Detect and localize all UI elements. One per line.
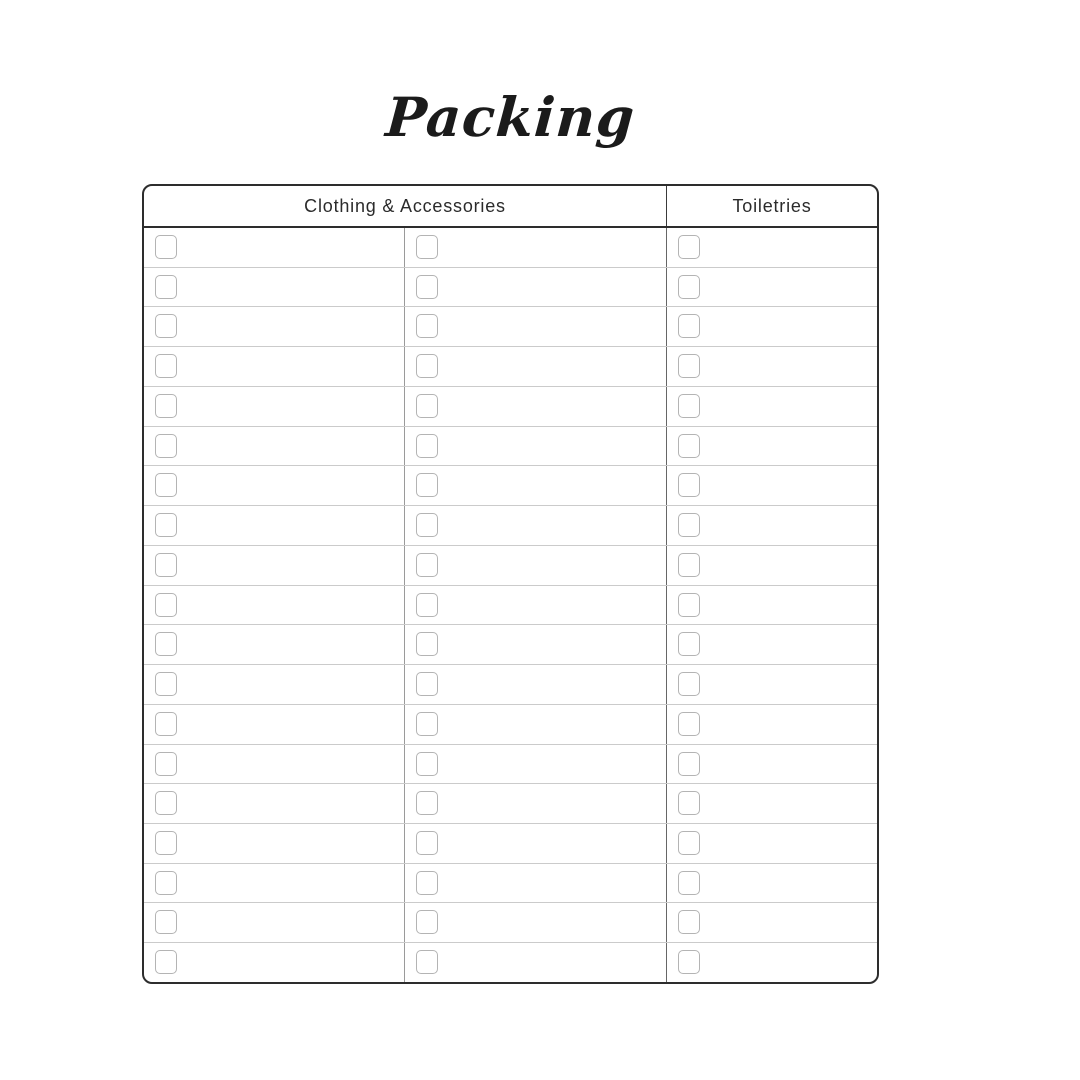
clothing-accessories-left-cell xyxy=(144,903,405,942)
page-title: Packing xyxy=(383,85,638,149)
clothing-accessories-left-checkbox[interactable] xyxy=(155,593,177,617)
toiletries-checkbox[interactable] xyxy=(678,513,700,537)
table-row xyxy=(144,784,877,824)
clothing-accessories-left-cell xyxy=(144,943,405,982)
toiletries-cell xyxy=(667,903,877,942)
clothing-accessories-right-cell xyxy=(405,268,667,307)
table-row xyxy=(144,864,877,904)
clothing-accessories-left-checkbox[interactable] xyxy=(155,434,177,458)
clothing-accessories-right-cell xyxy=(405,943,667,982)
table-body xyxy=(144,228,877,982)
clothing-accessories-left-checkbox[interactable] xyxy=(155,394,177,418)
clothing-accessories-left-cell xyxy=(144,784,405,823)
clothing-accessories-right-checkbox[interactable] xyxy=(416,831,438,855)
clothing-accessories-left-cell xyxy=(144,307,405,346)
clothing-accessories-left-checkbox[interactable] xyxy=(155,712,177,736)
clothing-accessories-left-checkbox[interactable] xyxy=(155,752,177,776)
toiletries-cell xyxy=(667,784,877,823)
clothing-accessories-left-checkbox[interactable] xyxy=(155,791,177,815)
toiletries-cell xyxy=(667,466,877,505)
table-row xyxy=(144,466,877,506)
table-row xyxy=(144,427,877,467)
toiletries-cell xyxy=(667,943,877,982)
clothing-accessories-right-cell xyxy=(405,586,667,625)
toiletries-cell xyxy=(667,705,877,744)
table-row xyxy=(144,943,877,982)
clothing-accessories-left-cell xyxy=(144,387,405,426)
clothing-accessories-left-cell xyxy=(144,745,405,784)
clothing-accessories-right-checkbox[interactable] xyxy=(416,314,438,338)
header-clothing-accessories: Clothing & Accessories xyxy=(144,186,667,226)
clothing-accessories-left-checkbox[interactable] xyxy=(155,831,177,855)
clothing-accessories-right-cell xyxy=(405,427,667,466)
clothing-accessories-right-checkbox[interactable] xyxy=(416,712,438,736)
toiletries-cell xyxy=(667,824,877,863)
toiletries-checkbox[interactable] xyxy=(678,752,700,776)
clothing-accessories-right-checkbox[interactable] xyxy=(416,553,438,577)
toiletries-cell xyxy=(667,268,877,307)
clothing-accessories-right-cell xyxy=(405,625,667,664)
clothing-accessories-right-cell xyxy=(405,665,667,704)
clothing-accessories-right-checkbox[interactable] xyxy=(416,871,438,895)
table-row xyxy=(144,268,877,308)
clothing-accessories-right-cell xyxy=(405,824,667,863)
table-row xyxy=(144,506,877,546)
table-header xyxy=(144,186,877,228)
clothing-accessories-right-cell xyxy=(405,347,667,386)
clothing-accessories-right-checkbox[interactable] xyxy=(416,950,438,974)
clothing-accessories-left-cell xyxy=(144,427,405,466)
clothing-accessories-right-checkbox[interactable] xyxy=(416,394,438,418)
toiletries-checkbox[interactable] xyxy=(678,672,700,696)
clothing-accessories-left-cell xyxy=(144,228,405,267)
toiletries-checkbox[interactable] xyxy=(678,434,700,458)
table-row xyxy=(144,665,877,705)
clothing-accessories-left-checkbox[interactable] xyxy=(155,632,177,656)
table-row xyxy=(144,347,877,387)
toiletries-checkbox[interactable] xyxy=(678,394,700,418)
toiletries-checkbox[interactable] xyxy=(678,871,700,895)
clothing-accessories-left-cell xyxy=(144,864,405,903)
toiletries-checkbox[interactable] xyxy=(678,593,700,617)
toiletries-cell xyxy=(667,665,877,704)
clothing-accessories-right-cell xyxy=(405,784,667,823)
table-row xyxy=(144,387,877,427)
clothing-accessories-right-checkbox[interactable] xyxy=(416,791,438,815)
toiletries-cell xyxy=(667,745,877,784)
toiletries-cell xyxy=(667,506,877,545)
toiletries-checkbox[interactable] xyxy=(678,831,700,855)
header-toiletries: Toiletries xyxy=(732,195,812,216)
clothing-accessories-right-checkbox[interactable] xyxy=(416,434,438,458)
clothing-accessories-right-cell xyxy=(405,903,667,942)
table-row xyxy=(144,625,877,665)
clothing-accessories-right-checkbox[interactable] xyxy=(416,275,438,299)
clothing-accessories-right-cell xyxy=(405,506,667,545)
clothing-accessories-left-cell xyxy=(144,705,405,744)
clothing-accessories-right-cell xyxy=(405,466,667,505)
clothing-accessories-left-checkbox[interactable] xyxy=(155,950,177,974)
packing-table xyxy=(142,184,879,984)
clothing-accessories-left-checkbox[interactable] xyxy=(155,314,177,338)
toiletries-cell xyxy=(667,586,877,625)
clothing-accessories-left-cell xyxy=(144,824,405,863)
toiletries-checkbox[interactable] xyxy=(678,553,700,577)
table-row xyxy=(144,824,877,864)
clothing-accessories-right-cell xyxy=(405,546,667,585)
toiletries-checkbox[interactable] xyxy=(678,354,700,378)
table-row xyxy=(144,745,877,785)
clothing-accessories-left-cell xyxy=(144,347,405,386)
clothing-accessories-left-checkbox[interactable] xyxy=(155,354,177,378)
clothing-accessories-right-cell xyxy=(405,228,667,267)
clothing-accessories-left-cell xyxy=(144,268,405,307)
clothing-accessories-right-checkbox[interactable] xyxy=(416,593,438,617)
clothing-accessories-left-checkbox[interactable] xyxy=(155,910,177,934)
toiletries-cell xyxy=(667,625,877,664)
table-row xyxy=(144,228,877,268)
toiletries-cell xyxy=(667,307,877,346)
toiletries-checkbox[interactable] xyxy=(678,235,700,259)
toiletries-checkbox[interactable] xyxy=(678,314,700,338)
clothing-accessories-right-checkbox[interactable] xyxy=(416,354,438,378)
clothing-accessories-left-cell xyxy=(144,506,405,545)
clothing-accessories-left-cell xyxy=(144,466,405,505)
toiletries-cell xyxy=(667,347,877,386)
table-row xyxy=(144,705,877,745)
toiletries-cell xyxy=(667,387,877,426)
clothing-accessories-right-checkbox[interactable] xyxy=(416,513,438,537)
clothing-accessories-left-cell xyxy=(144,665,405,704)
clothing-accessories-right-checkbox[interactable] xyxy=(416,672,438,696)
clothing-accessories-left-checkbox[interactable] xyxy=(155,672,177,696)
clothing-accessories-left-checkbox[interactable] xyxy=(155,235,177,259)
clothing-accessories-left-checkbox[interactable] xyxy=(155,513,177,537)
toiletries-cell xyxy=(667,864,877,903)
toiletries-checkbox[interactable] xyxy=(678,473,700,497)
clothing-accessories-left-cell xyxy=(144,546,405,585)
toiletries-cell xyxy=(667,427,877,466)
clothing-accessories-right-cell xyxy=(405,705,667,744)
clothing-accessories-right-checkbox[interactable] xyxy=(416,235,438,259)
clothing-accessories-left-checkbox[interactable] xyxy=(155,275,177,299)
toiletries-checkbox[interactable] xyxy=(678,632,700,656)
table-row xyxy=(144,586,877,626)
clothing-accessories-right-checkbox[interactable] xyxy=(416,473,438,497)
clothing-accessories-right-checkbox[interactable] xyxy=(416,752,438,776)
clothing-accessories-right-cell xyxy=(405,307,667,346)
toiletries-cell xyxy=(667,546,877,585)
clothing-accessories-left-checkbox[interactable] xyxy=(155,553,177,577)
clothing-accessories-right-checkbox[interactable] xyxy=(416,632,438,656)
clothing-accessories-left-checkbox[interactable] xyxy=(155,871,177,895)
toiletries-checkbox[interactable] xyxy=(678,712,700,736)
toiletries-checkbox[interactable] xyxy=(678,791,700,815)
clothing-accessories-right-checkbox[interactable] xyxy=(416,910,438,934)
table-row xyxy=(144,307,877,347)
clothing-accessories-left-cell xyxy=(144,586,405,625)
toiletries-checkbox[interactable] xyxy=(678,910,700,934)
toiletries-checkbox[interactable] xyxy=(678,950,700,974)
clothing-accessories-right-cell xyxy=(405,864,667,903)
clothing-accessories-right-cell xyxy=(405,387,667,426)
clothing-accessories-left-cell xyxy=(144,625,405,664)
clothing-accessories-right-cell xyxy=(405,745,667,784)
toiletries-cell xyxy=(667,228,877,267)
table-row xyxy=(144,903,877,943)
toiletries-checkbox[interactable] xyxy=(678,275,700,299)
clothing-accessories-left-checkbox[interactable] xyxy=(155,473,177,497)
table-row xyxy=(144,546,877,586)
